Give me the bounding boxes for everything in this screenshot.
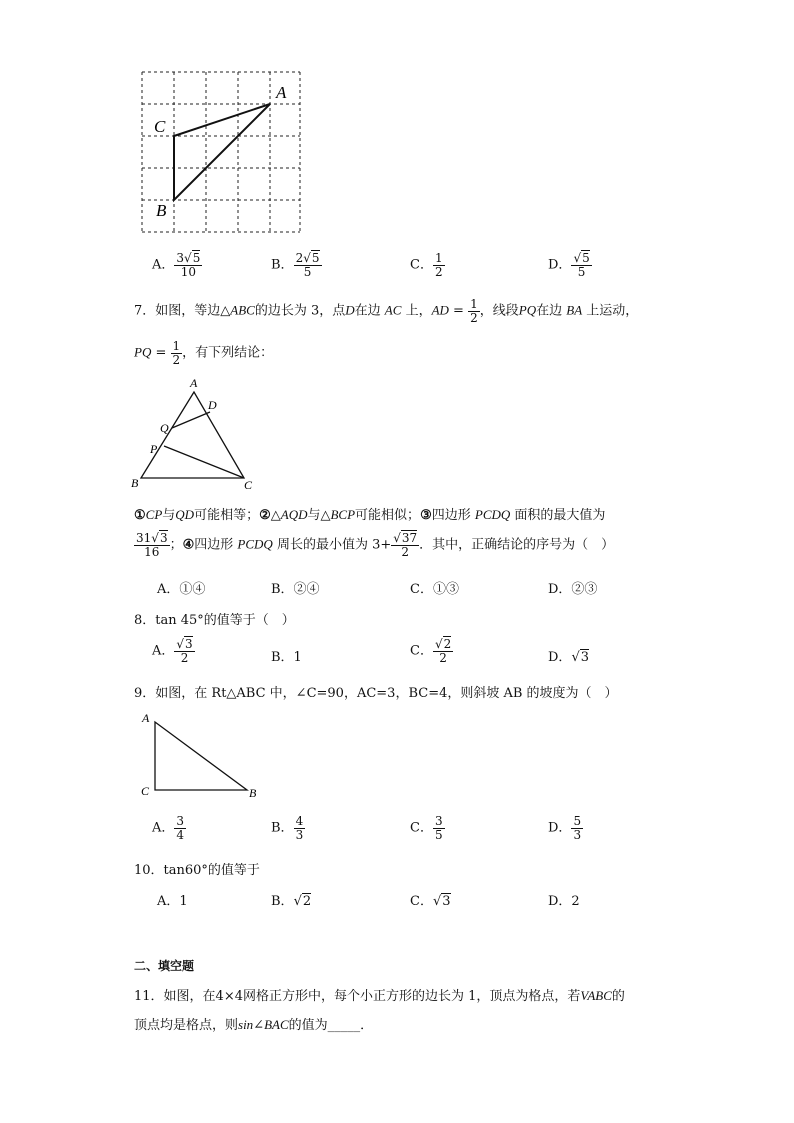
q6-option-b[interactable]: B． $\frac{2√5}{5}$ xyxy=(271,251,320,279)
q7-option-b[interactable]: B．②④ xyxy=(271,582,320,597)
q10-option-a[interactable]: A．1 xyxy=(157,894,188,909)
q9-option-d[interactable]: D． $\frac{5}{3}$ xyxy=(548,814,582,842)
q8-option-d[interactable]: D．√3 xyxy=(548,650,590,665)
q7-label-A: A xyxy=(190,376,198,390)
q10-option-d[interactable]: D．2 xyxy=(548,894,580,909)
q7-triangle-figure xyxy=(128,374,268,492)
q7-option-c[interactable]: C．①③ xyxy=(410,582,459,597)
q10-option-c[interactable]: C．√3 xyxy=(410,894,451,909)
q7-label-D: D xyxy=(208,398,217,412)
q7-conclusions-line2: $\frac{31√3}{16}$ ；④四边形 PCDQ 周长的最小值为 3+ $\frac{√37}{2}$ ．其中，正确结论的序号为（ ） xyxy=(136,531,615,559)
q9-option-c[interactable]: C． $\frac{3}{5}$ xyxy=(410,814,443,842)
q9-label-C: C xyxy=(141,784,150,798)
q6-option-d[interactable]: D． $\frac{√5}{5}$ xyxy=(548,251,590,279)
q7-stem-line2: PQ = $\frac{1}{2}$ ，有下列结论： xyxy=(134,339,274,367)
grid-triangle-figure xyxy=(130,66,310,236)
q10-stem: 10．tan60°的值等于 xyxy=(134,863,260,878)
label-A: A xyxy=(276,83,287,102)
label-C: C xyxy=(154,117,166,136)
q7-label-B: B xyxy=(131,476,139,490)
q9-right-triangle-figure xyxy=(136,706,266,802)
q9-stem: 9．如图，在 Rt△ABC 中，∠C=90，AC=3，BC=4，则斜坡 AB 的坡度为（ ） xyxy=(134,686,618,701)
q7-label-Q: Q xyxy=(160,421,169,435)
q11-answer-blank[interactable]: _____ xyxy=(327,1018,361,1033)
q9-option-b[interactable]: B． $\frac{4}{3}$ xyxy=(271,814,304,842)
q7-conclusions-line1: ①CP与QD可能相等；②△AQD与△BCP可能相似；③四边形 PCDQ 面积的最大值为 xyxy=(134,507,606,523)
label-B: B xyxy=(156,201,167,220)
q8-option-c[interactable]: C． $\frac{√2}{2}$ xyxy=(410,637,452,665)
q8-option-a[interactable]: A． $\frac{√3}{2}$ xyxy=(152,637,193,665)
q6-option-a[interactable]: A． $\frac{3√5}{10}$ xyxy=(152,251,201,279)
q9-label-B: B xyxy=(249,786,257,800)
q11-stem-line1: 11．如图，在4×4网格正方形中，每个小正方形的边长为 1，顶点为格点，若VABC的 xyxy=(134,988,625,1004)
q9-option-a[interactable]: A． $\frac{3}{4}$ xyxy=(152,814,185,842)
q6-option-c[interactable]: C． $\frac{1}{2}$ xyxy=(410,251,443,279)
q7-option-a[interactable]: A．①④ xyxy=(157,582,206,597)
q8-stem: 8．tan 45°的值等于（ ） xyxy=(134,613,295,628)
q11-stem-line2: 顶点均是格点，则sin∠BAC的值为_____． xyxy=(134,1017,374,1033)
q9-label-A: A xyxy=(142,711,150,725)
q7-label-P: P xyxy=(150,442,158,456)
q7-label-C: C xyxy=(244,478,253,492)
q10-option-b[interactable]: B．√2 xyxy=(271,894,312,909)
q8-option-b[interactable]: B．1 xyxy=(271,650,302,665)
q7-option-d[interactable]: D．②③ xyxy=(548,582,598,597)
section-title-fill-in: 二、填空题 xyxy=(134,959,195,973)
q7-stem-line1: 7．如图，等边△ABC的边长为 3，点D在边 AC 上，AD = $\frac{1}{2}$ ，线段PQ在边 BA 上运动， xyxy=(134,297,639,325)
